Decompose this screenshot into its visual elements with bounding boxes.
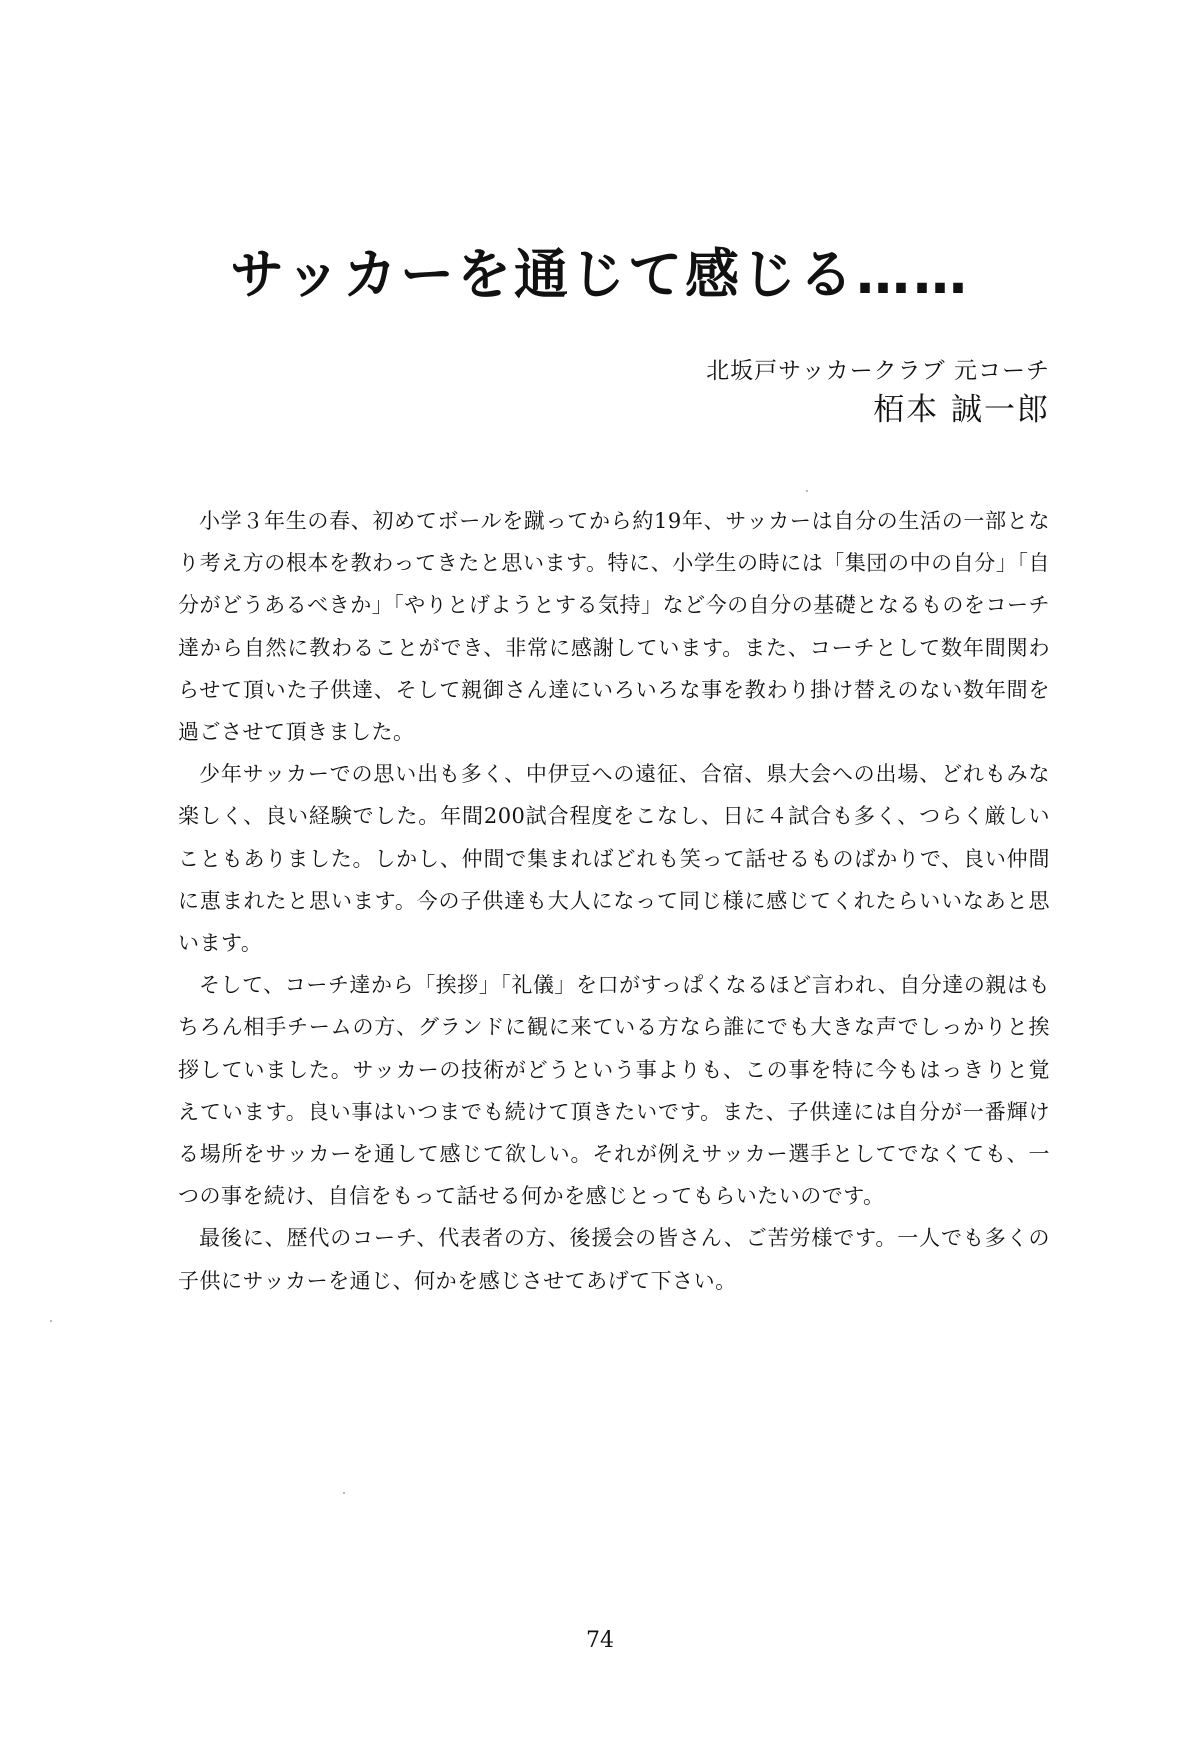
page-number: 74 [586, 1628, 614, 1653]
paragraph: 最後に、歴代のコーチ、代表者の方、後援会の皆さん、ご苦労様です。一人でも多くの子供にサッカーを通じ、何かを感じさせてあげて下さい。 [178, 1226, 1050, 1293]
document-title: サッカーを通じて感じる…… [230, 243, 970, 306]
article-body [178, 500, 1050, 1302]
author-name: 栢本 誠一郎 [873, 392, 1050, 428]
author-affiliation: 北坂戸サッカークラブ 元コーチ [706, 358, 1050, 384]
scan-speck [50, 1320, 52, 1322]
scan-speck [343, 1492, 345, 1494]
paragraph: そして、コーチ達から「挨拶」「礼儀」を口がすっぱくなるほど言われ、自分達の親はもちろん相手チームの方、グランドに観に来ている方なら誰にでも大きな声でしっかりと挨拶していました。サッカーの技術がどうという事よりも、この事を特に今もはっきりと覚えています。良い事はいつまでも続けて頂きたいです。また、子供達には自分が一番輝ける場所をサッカーを通して感じて欲しい。それが例えサッカー選手としてでなくても、一つの事を続け、自信をもって話せる何かを感じとってもらいたいのです。 [178, 973, 1050, 1209]
paragraph: 小学３年生の春、初めてボールを蹴ってから約19年、サッカーは自分の生活の一部となり考え方の根本を教わってきたと思います。特に、小学生の時には「集団の中の自分」「自分がどうあるべきか」「やりとげようとする気持」など今の自分の基礎となるものをコーチ達から自然に教わることができ、非常に感謝しています。また、コーチとして数年間関わらせて頂いた子供達、そして親御さん達にいろいろな事を教わり掛け替えのない数年間を過ごさせて頂きました。 [178, 509, 1050, 745]
paragraph: 少年サッカーでの思い出も多く、中伊豆への遠征、合宿、県大会への出場、どれもみな楽しく、良い経験でした。年間200試合程度をこなし、日に４試合も多く、つらく厳しいこともありました。しかし、仲間で集まればどれも笑って話せるものばかりで、良い仲間に恵まれたと思います。今の子供達も大人になって同じ様に感じてくれたらいいなあと思います。 [178, 762, 1050, 956]
byline [706, 355, 1050, 431]
scan-speck [806, 490, 808, 492]
